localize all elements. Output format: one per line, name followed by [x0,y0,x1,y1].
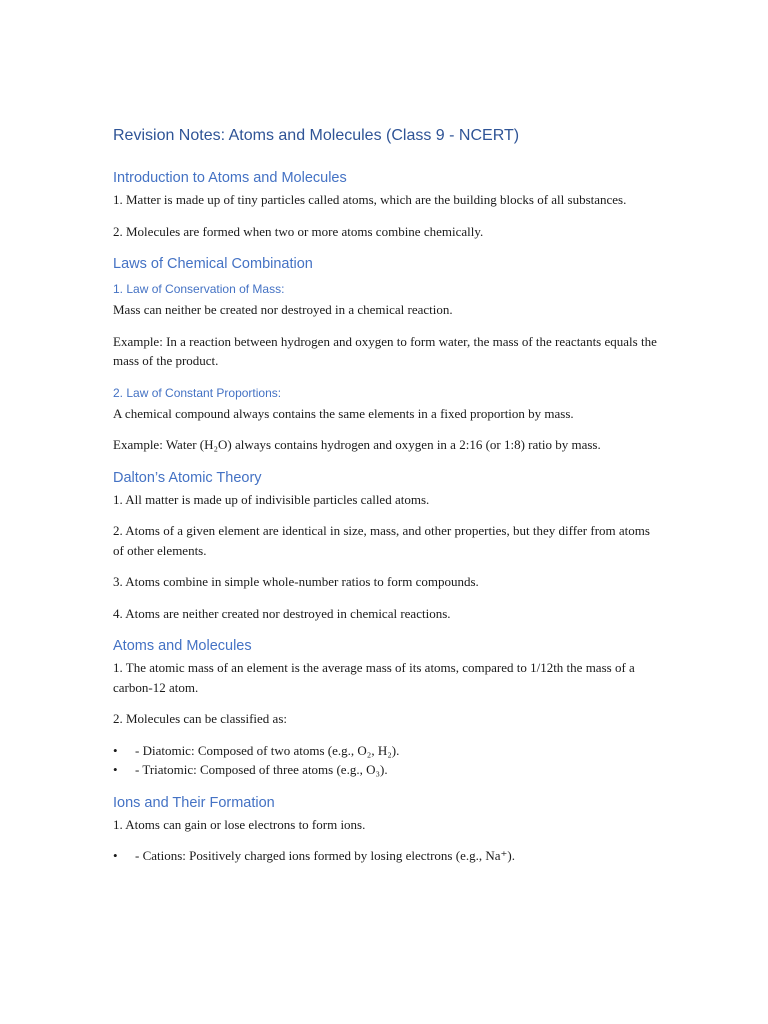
paragraph: Example: Water (H₂O) always contains hydrogen and oxygen in a 2:16 (or 1:8) ratio by mass. [113,437,601,452]
paragraph: 2. Molecules can be classified as: [113,711,287,726]
section-heading-atoms-and-molecules: Atoms and Molecules [113,638,252,654]
section-heading-ions: Ions and Their Formation [113,794,275,811]
paragraph: 1. The atomic mass of an element is the average mass of its atoms, compared to 1/12th the mass of a carbon-12 atom. [113,660,635,695]
section-heading-introduction: Introduction to Atoms and Molecules [113,170,347,186]
paragraph: 1. All matter is made up of indivisible particles called atoms. [113,491,430,507]
paragraph: Mass can neither be created nor destroyed in a chemical reaction. [113,302,453,317]
paragraph: 2. Molecules are formed when two or more atoms combine chemically. [113,223,484,239]
bullet-icon: • [113,762,118,777]
document-page [113,124,658,878]
list-item-text: - Cations: Positively charged ions formed by losing electrons (e.g., Na⁺). [135,848,515,863]
paragraph: 3. Atoms combine in simple whole-number ratios to form compounds. [113,574,479,589]
list-item [113,846,658,866]
paragraph: Example: In a reaction between hydrogen and oxygen to form water, the mass of the reactants equals the mass of the product. [113,333,657,368]
bullet-list [113,846,658,866]
section-heading-laws: Laws of Chemical Combination [113,256,313,272]
paragraph: 1. Atoms can gain or lose electrons to form ions. [113,816,366,832]
list-item-text: - Diatomic: Composed of two atoms (e.g., O₂, H₂). [135,742,400,758]
bullet-icon: • [113,742,118,758]
bullet-list [113,741,658,780]
paragraph: 2. Atoms of a given element are identical in size, mass, and other properties, but they differ from atoms of other elements. [113,523,650,558]
subsection-heading-conservation-of-mass: 1. Law of Conservation of Mass: [113,282,285,296]
list-item-text: - Triatomic: Composed of three atoms (e.g., O₃). [135,762,388,777]
paragraph: 4. Atoms are neither created nor destroyed in chemical reactions. [113,605,451,621]
section-heading-daltons-theory: Dalton’s Atomic Theory [113,469,262,486]
document-title: Revision Notes: Atoms and Molecules (Class 9 - NCERT) [113,127,520,144]
list-item [113,760,658,780]
list-item [113,741,658,761]
bullet-icon: • [113,848,118,863]
paragraph: 1. Matter is made up of tiny particles called atoms, which are the building blocks of all substances. [113,192,627,207]
subsection-heading-constant-proportions: 2. Law of Constant Proportions: [113,385,282,400]
paragraph: A chemical compound always contains the same elements in a fixed proportion by mass. [113,405,574,421]
